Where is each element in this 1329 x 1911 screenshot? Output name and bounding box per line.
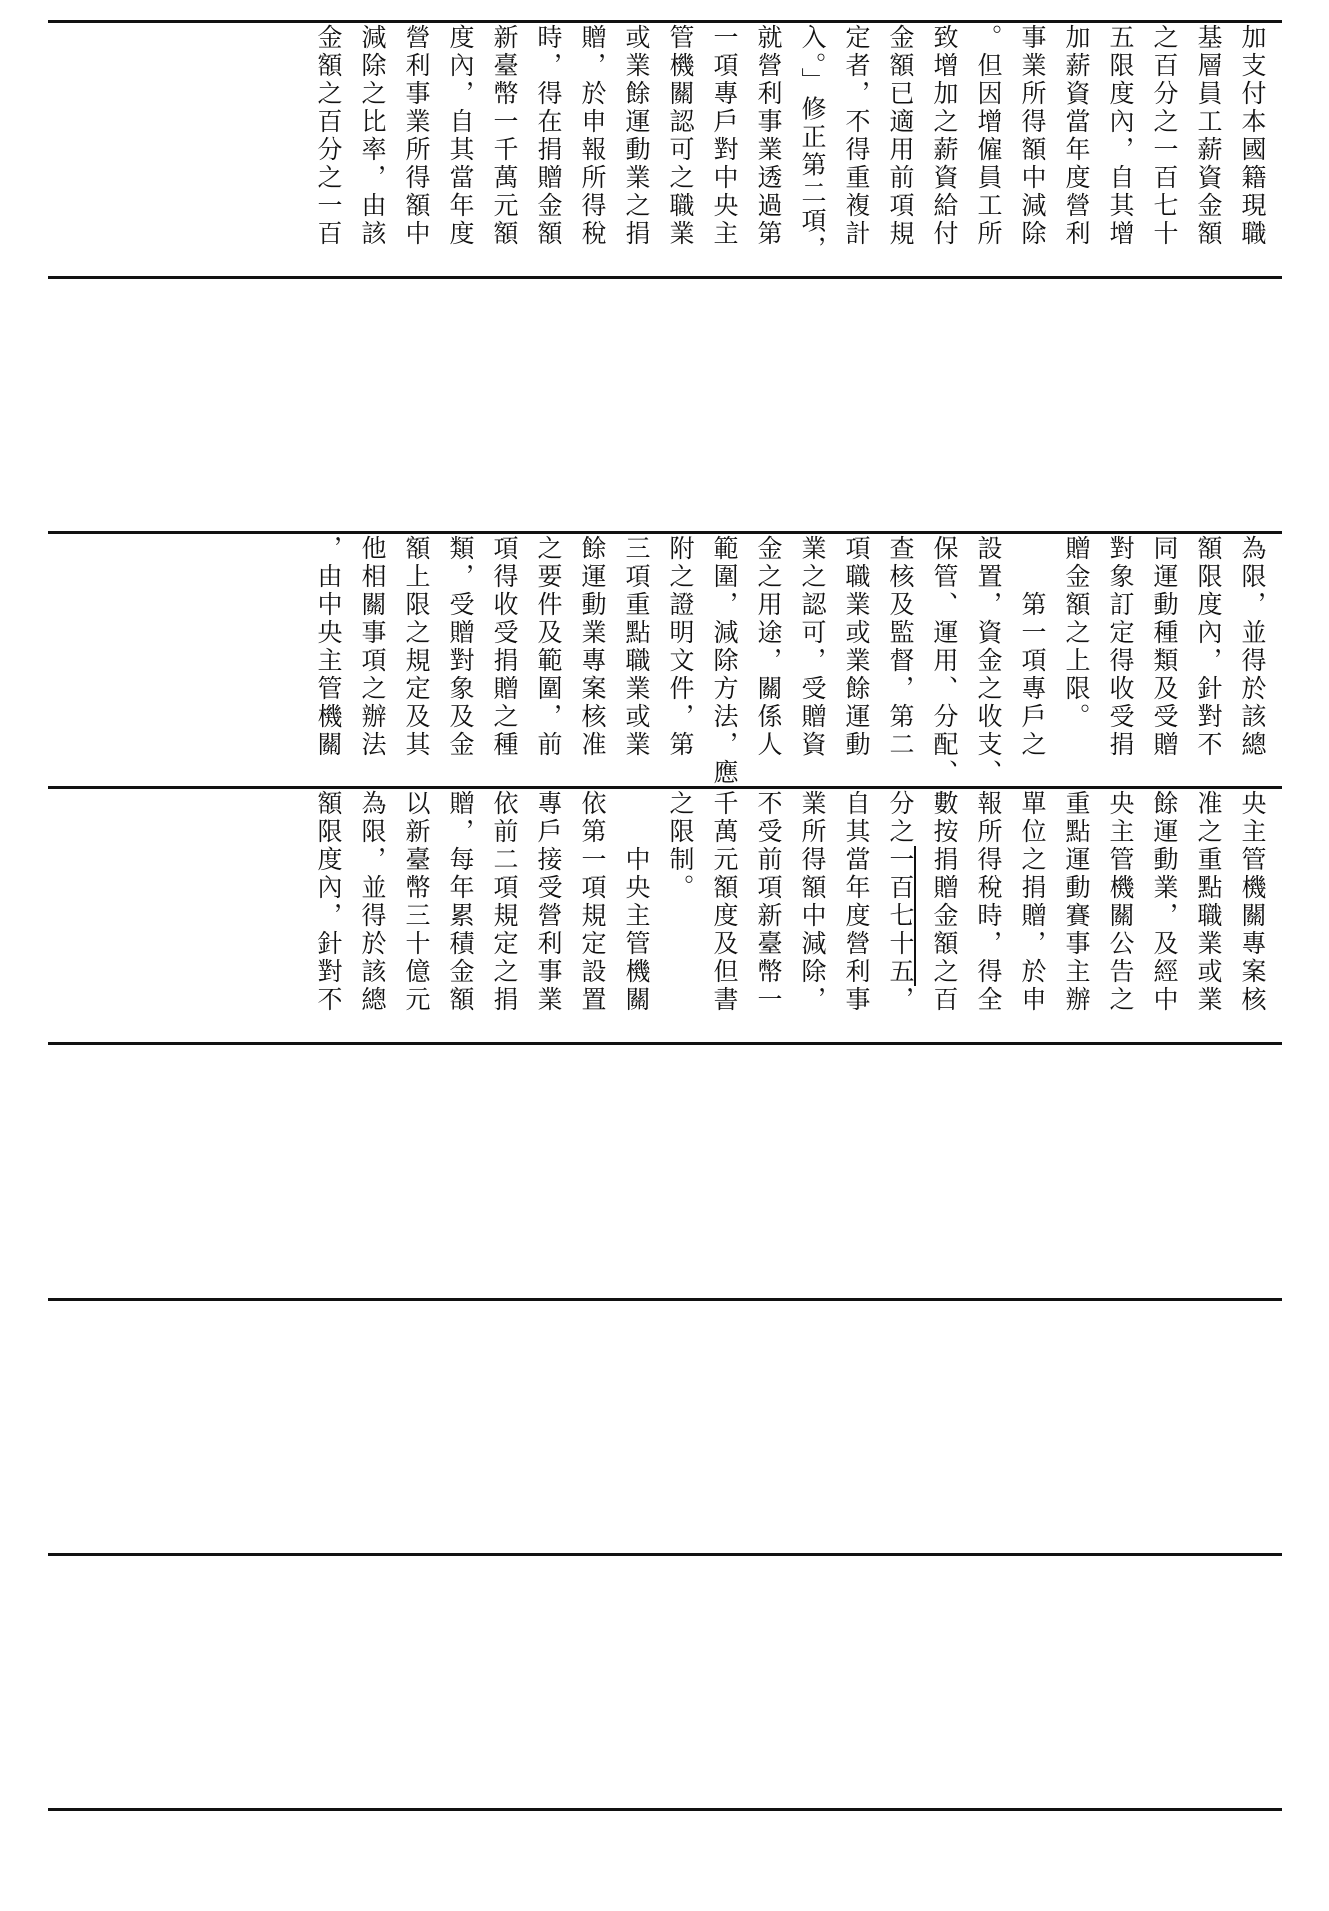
- text-segment: 額限度內，針對不: [1194, 535, 1223, 759]
- text-segment: 餘運動業專案核准: [578, 535, 607, 759]
- text-segment: 類，受贈對象及金: [446, 535, 475, 759]
- text-column: [614, 790, 658, 1090]
- text-segment: 查核及監督，第二: [886, 535, 915, 759]
- text-segment: 定者，不得重複計: [842, 24, 871, 248]
- text-segment: 管機關認可之職業: [666, 24, 695, 248]
- text-column: [1230, 24, 1274, 324]
- text-column: [482, 790, 526, 1090]
- text-segment: ，: [886, 986, 915, 1014]
- text-segment: 額上限之規定及其: [402, 535, 431, 759]
- text-segment: 央主管機關公告之: [1106, 790, 1135, 1014]
- text-column: [438, 790, 482, 1090]
- text-segment: 贈，於申報所得稅: [578, 24, 607, 248]
- text-column: [746, 24, 790, 324]
- text-segment: 致增加之薪資給付: [930, 24, 959, 248]
- horizontal-rule: [48, 1808, 1282, 1811]
- text-column: [1186, 24, 1230, 324]
- text-segment: 分之: [886, 790, 915, 846]
- text-column: [922, 790, 966, 1090]
- text-segment: 准之重點職業或業: [1194, 790, 1223, 1014]
- text-column: [1230, 790, 1274, 1090]
- text-segment: 事業所得額中減除: [1018, 24, 1047, 248]
- text-segment: 不受前項新臺幣一: [754, 790, 783, 1014]
- text-segment: 保管、運用、分配、: [930, 535, 959, 787]
- text-column: [702, 24, 746, 324]
- text-segment: 數按捐贈金額之百: [930, 790, 959, 1014]
- horizontal-rule: [48, 1298, 1282, 1301]
- text-segment: 以新臺幣三十億元: [402, 790, 431, 1014]
- text-segment: 依第一項規定設置: [578, 790, 607, 1014]
- text-column: [306, 790, 350, 1090]
- text-column: [570, 790, 614, 1090]
- text-column: [394, 24, 438, 324]
- text-segment: 依前二項規定之捐: [490, 790, 519, 1014]
- text-segment: 時，得在捐贈金額: [534, 24, 563, 248]
- text-segment: 之要件及範圍，前: [534, 535, 563, 759]
- horizontal-rule: [48, 531, 1282, 534]
- text-segment: 附之證明文件，第: [666, 535, 695, 759]
- text-section-1: [48, 24, 1282, 324]
- text-column: [526, 24, 570, 324]
- text-column: [966, 790, 1010, 1090]
- text-segment: 專戶接受營利事業: [534, 790, 563, 1014]
- text-column: [790, 24, 834, 324]
- horizontal-rule: [48, 786, 1282, 789]
- text-segment: 對象訂定得收受捐: [1106, 535, 1135, 759]
- text-segment: 或業餘運動業之捐: [622, 24, 651, 248]
- text-column: [306, 24, 350, 324]
- text-column: [1054, 24, 1098, 324]
- text-column: [746, 790, 790, 1090]
- text-column: [1010, 24, 1054, 324]
- text-column: [350, 790, 394, 1090]
- text-segment: 餘運動業，及經中: [1150, 790, 1179, 1014]
- text-column: [878, 790, 922, 1090]
- text-column: [438, 24, 482, 324]
- text-column: [658, 24, 702, 324]
- text-segment: 減除之比率，由該: [358, 24, 387, 248]
- text-column: [394, 790, 438, 1090]
- text-segment: 五限度內，自其增: [1106, 24, 1135, 248]
- text-segment: 單位之捐贈，於申: [1018, 790, 1047, 1014]
- text-segment: 報所得稅時，得全: [974, 790, 1003, 1014]
- text-segment: 業之認可，受贈資: [798, 535, 827, 759]
- text-column: [1010, 790, 1054, 1090]
- text-segment: 金額之百分之一百: [314, 24, 343, 248]
- text-column: [966, 24, 1010, 324]
- horizontal-rule: [48, 1553, 1282, 1556]
- text-segment: 自其當年度營利事: [842, 790, 871, 1014]
- text-segment: 。但因增僱員工所: [974, 24, 1003, 248]
- text-segment: 重點運動賽事主辦: [1062, 790, 1091, 1014]
- text-column: [658, 790, 702, 1090]
- text-segment: 同運動種類及受贈: [1150, 535, 1179, 759]
- text-column: [1142, 24, 1186, 324]
- text-column: [570, 24, 614, 324]
- text-segment: 金之用途，關係人: [754, 535, 783, 759]
- text-column: [1142, 790, 1186, 1090]
- text-segment: 為限，並得於該總: [1238, 535, 1267, 759]
- text-segment: 項職業或業餘運動: [842, 535, 871, 759]
- text-column: [834, 790, 878, 1090]
- text-segment: 央主管機關專案核: [1238, 790, 1267, 1014]
- horizontal-rule: [48, 276, 1282, 279]
- horizontal-rule: [48, 1042, 1282, 1045]
- text-column: [834, 24, 878, 324]
- text-segment: 入。」修正第二項，: [798, 24, 827, 264]
- text-segment: 贈，每年累積金額: [446, 790, 475, 1014]
- text-segment: 之限制。: [666, 790, 695, 902]
- underlined-text: 一百七十五: [886, 846, 915, 986]
- text-segment: 業所得額中減除，: [798, 790, 827, 1014]
- text-column: [1186, 790, 1230, 1090]
- text-column: [702, 790, 746, 1090]
- text-segment: 度內，自其當年度: [446, 24, 475, 248]
- text-segment: 金額已適用前項規: [886, 24, 915, 248]
- text-segment: 營利事業所得額中: [402, 24, 431, 248]
- text-column: [350, 24, 394, 324]
- text-segment: 額限度內，針對不: [314, 790, 343, 1014]
- text-segment: 加薪資當年度營利: [1062, 24, 1091, 248]
- text-segment: 千萬元額度及但書: [710, 790, 739, 1014]
- text-segment: 為限，並得於該總: [358, 790, 387, 1014]
- text-column: [878, 24, 922, 324]
- text-segment: 一項專戶對中央主: [710, 24, 739, 248]
- text-segment: 贈金額之上限。: [1062, 535, 1091, 731]
- text-segment: 他相關事項之辦法: [358, 535, 387, 759]
- text-column: [482, 24, 526, 324]
- text-segment: 項得收受捐贈之種: [490, 535, 519, 759]
- text-column: [1098, 24, 1142, 324]
- text-column: [526, 790, 570, 1090]
- text-segment: 中央主管機關: [622, 790, 651, 1014]
- text-segment: 基層員工薪資金額: [1194, 24, 1223, 248]
- text-column: [1054, 790, 1098, 1090]
- text-column: [922, 24, 966, 324]
- text-column: [790, 790, 834, 1090]
- horizontal-rule: [48, 20, 1282, 23]
- text-segment: 新臺幣一千萬元額: [490, 24, 519, 248]
- text-segment: 之百分之一百七十: [1150, 24, 1179, 248]
- text-segment: 第一項專戶之: [1018, 535, 1047, 759]
- text-segment: ，由中央主管機關: [314, 535, 343, 759]
- text-segment: 設置，資金之收支、: [974, 535, 1003, 787]
- text-segment: 加支付本國籍現職: [1238, 24, 1267, 248]
- text-segment: 就營利事業透過第: [754, 24, 783, 248]
- text-segment: 範圍，減除方法，應: [710, 535, 739, 787]
- text-segment: 三項重點職業或業: [622, 535, 651, 759]
- text-column: [614, 24, 658, 324]
- text-column: [1098, 790, 1142, 1090]
- text-section-3: [48, 790, 1282, 1090]
